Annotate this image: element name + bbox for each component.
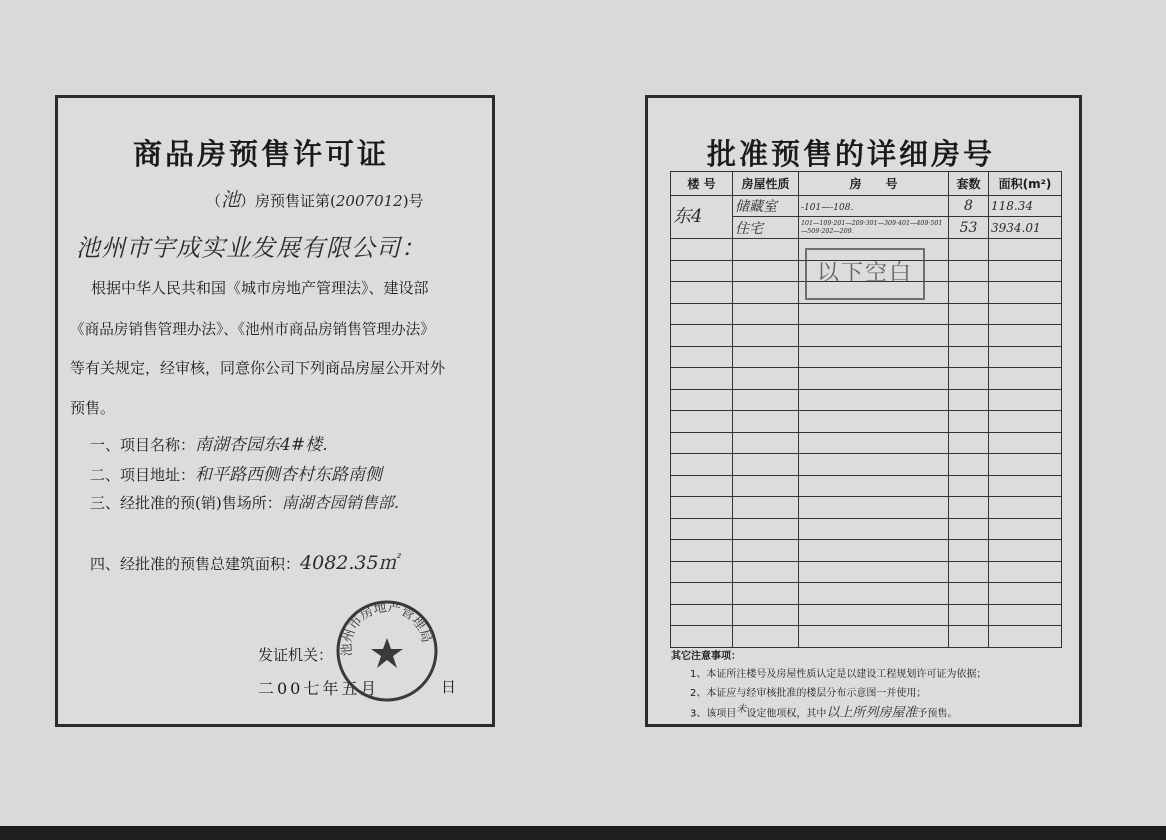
table-row	[671, 346, 1062, 368]
cell-count: 8	[949, 196, 989, 217]
paragraph-line-1: 根据中华人民共和国《城市房地产管理法》、建设部	[91, 279, 429, 297]
header-area: 面积(m²)	[989, 172, 1062, 196]
cell-area: 3934.01	[989, 217, 1062, 239]
header-building: 楼 号	[671, 172, 733, 196]
note3-part-c: 予预售。	[917, 708, 958, 720]
cell-rooms: -101—-108．	[799, 196, 949, 217]
company-name: 池州市宇成实业发展有限公司：	[76, 234, 426, 262]
paragraph-line-4: 预售。	[70, 399, 116, 417]
table-row	[671, 303, 1062, 325]
official-seal	[334, 598, 440, 704]
header-type: 房屋性质	[733, 172, 799, 196]
cell-area: 118.34	[989, 196, 1062, 217]
table-row	[671, 368, 1062, 390]
issue-date-day: 日	[441, 678, 457, 696]
header-rooms: 房 号	[799, 172, 949, 196]
item-project-name	[90, 430, 339, 455]
table-row	[671, 325, 1062, 347]
cell-count: 53	[949, 217, 989, 239]
table-row	[671, 389, 1062, 411]
scan-bottom-edge	[0, 826, 1166, 840]
item4-label: 四、经批准的预售总建筑面积：	[90, 555, 301, 573]
issuing-authority-label: 发证机关：	[258, 646, 334, 664]
note3-handwritten-2: 以上所列房屋准	[826, 705, 918, 721]
item-project-address	[90, 460, 382, 485]
table-row	[671, 454, 1062, 476]
note-2: 2、本证应与经审核批准的楼层分布示意图一并使用；	[690, 688, 927, 699]
table-row	[671, 497, 1062, 519]
item3-value: 南湖杏园销售部．	[281, 493, 410, 512]
cert-region: 池	[221, 189, 241, 211]
note3-part-a: 3、该项目	[690, 708, 737, 720]
header-count: 套数	[949, 172, 989, 196]
room-table	[670, 171, 1062, 648]
item2-label: 二、项目地址：	[90, 466, 196, 484]
cell-building: 东4	[671, 196, 733, 239]
table-row	[671, 561, 1062, 583]
cell-rooms: 101—109·201—209·301—309·401—409·501—509·202—209．	[799, 217, 949, 239]
notes-title: 其它注意事项：	[671, 651, 741, 662]
note3-handwritten-1: 未	[736, 704, 747, 715]
certificate-number-line	[206, 185, 424, 212]
table-row	[671, 583, 1062, 605]
cert-suffix: )号	[402, 192, 424, 210]
table-row	[671, 196, 1062, 217]
seal-star-icon	[371, 638, 403, 668]
table-row	[671, 518, 1062, 540]
item2-value: 和平路西侧杏村东路南侧	[195, 465, 383, 485]
item-total-area	[90, 548, 398, 575]
room-detail-title: 批准预售的详细房号	[707, 137, 996, 171]
cert-mid: ）房预售证第(	[240, 192, 336, 210]
item1-label: 一、项目名称：	[90, 436, 196, 454]
cell-type: 储藏室	[733, 196, 799, 217]
issue-date: 二00七年五月	[258, 679, 380, 698]
item4-value: 4082.35㎡	[300, 552, 398, 574]
cert-number: 2007012	[335, 192, 403, 210]
table-row	[671, 432, 1062, 454]
table-row	[671, 411, 1062, 433]
note-3	[690, 700, 957, 720]
cell-type: 住宅	[733, 217, 799, 239]
table-row	[671, 626, 1062, 648]
permit-title: 商品房预售许可证	[133, 137, 390, 171]
paragraph-line-2: 《商品房销售管理办法》、《池州市商品房销售管理办法》	[70, 321, 435, 338]
note3-part-b: 设定他项权，其中	[746, 708, 827, 720]
table-row	[671, 604, 1062, 626]
table-row	[671, 540, 1062, 562]
table-row	[671, 475, 1062, 497]
paragraph-line-3: 等有关规定，经审核，同意你公司下列商品房屋公开对外	[70, 359, 446, 377]
blank-below-stamp: 以下空白	[805, 248, 925, 300]
item-sales-location	[90, 490, 410, 513]
table-header-row	[671, 172, 1062, 196]
note-1: 1、本证所注楼号及房屋性质认定是以建设工程规划许可证为依据；	[690, 669, 987, 680]
cert-prefix: （	[206, 192, 222, 210]
item3-label: 三、经批准的预(销)售场所：	[90, 494, 282, 512]
item1-value: 南湖杏园东4#楼．	[195, 435, 340, 455]
seal-text: 池州市房地产管理局	[339, 600, 434, 657]
